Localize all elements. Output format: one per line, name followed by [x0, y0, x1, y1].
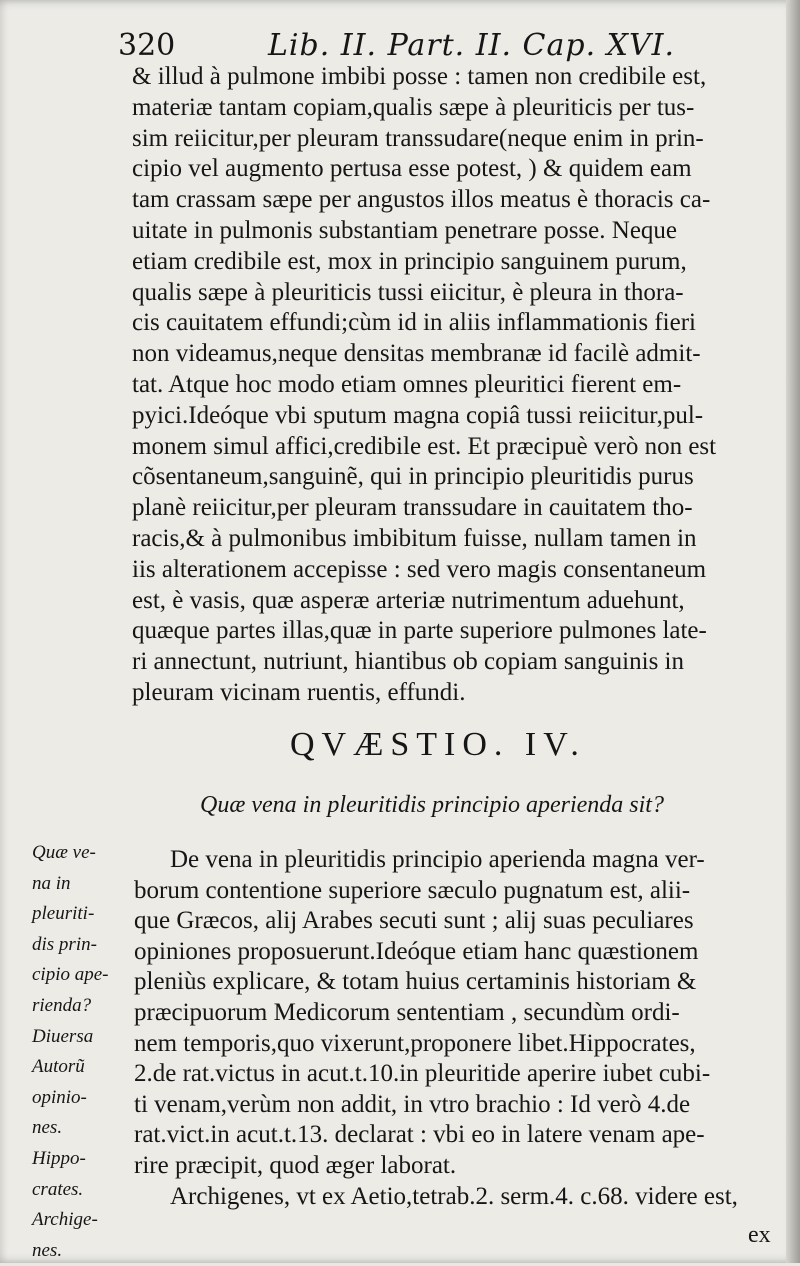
margin-note-line: pleuriti- — [32, 903, 95, 925]
text-line: Archigenes, vt ex Aetio,tetrab.2. serm.4. c.68. videre est, — [170, 1182, 738, 1210]
margin-note-line: Archige- — [32, 1209, 98, 1231]
text-line: cipio vel augmento pertusa esse potest, ) & quidem eam — [132, 155, 692, 183]
margin-note-line: crates. — [32, 1178, 84, 1200]
body-text-top — [132, 62, 764, 709]
question-subheading: Quæ vena in pleuritidis principio aperienda sit? — [200, 792, 664, 818]
margin-note-line: nes. — [32, 1239, 63, 1261]
running-title: Lib. II. Part. II. Cap. XVI. — [268, 28, 676, 63]
text-line: etiam credibile est, mox in principio sanguinem purum, — [132, 247, 687, 275]
text-line: pleuram vicinam ruentis, effundi. — [132, 678, 466, 706]
text-line: nem temporis,quo vixerunt,proponere libet.Hippocrates, — [134, 1029, 696, 1057]
margin-note-line: Autorũ — [32, 1056, 85, 1078]
margin-note-line: Diuersa — [32, 1025, 94, 1047]
margin-note-line: rienda? — [32, 994, 92, 1016]
text-line: non videamus,neque densitas membranæ id facilè admit- — [132, 340, 701, 368]
margin-note-line: opinio- — [32, 1086, 87, 1108]
text-line: cõsentaneum,sanguinẽ, qui in principio pleuritidis purus — [132, 463, 694, 491]
margin-note-line: dis prin- — [32, 933, 97, 955]
question-heading: QVÆSTIO. IV. — [290, 726, 586, 763]
text-line: planè reiicitur,per pleuram transsudare in cauitatem tho- — [132, 494, 693, 522]
text-line: opiniones proposuerunt.Ideóque etiam hanc quæstionem — [134, 937, 699, 965]
text-line: que Græcos, alij Arabes secuti sunt ; alij suas peculiares — [134, 907, 694, 935]
margin-note-line: Hippo- — [32, 1147, 86, 1169]
text-line: quæque partes illas,quæ in parte superiore pulmones late- — [132, 617, 707, 645]
text-line: præcipuorum Medicorum sententiam , secundùm ordi- — [134, 998, 680, 1026]
text-line: & illud à pulmone imbibi posse : tamen non credibile est, — [132, 63, 707, 90]
page-edge-shadow — [786, 0, 800, 1263]
text-line: rat.vict.in acut.t.13. declarat : vbi eo in latere venam ape- — [134, 1121, 705, 1149]
catchword: ex — [748, 1222, 771, 1248]
text-line: iis alterationem accepisse : sed vero magis consentaneum — [132, 555, 707, 583]
text-line: materiæ tantam copiam,qualis sæpe à pleuriticis per tus- — [132, 93, 695, 121]
margin-note-line: cipio ape- — [32, 964, 109, 986]
text-line: monem simul affici,credibile est. Et præcipuè verò non est — [132, 432, 717, 460]
text-line: uitate in pulmonis substantiam penetrare posse. Neque — [132, 216, 678, 244]
text-line: tam crassam sæpe per angustos illos meatus è thoracis ca- — [132, 186, 711, 214]
margin-note-line: Quæ ve- — [32, 842, 96, 863]
text-line: 2.de rat.victus in acut.t.10.in pleuritide aperire iubet cubi- — [134, 1060, 711, 1088]
body-text-bottom — [134, 845, 769, 1212]
text-line: ti venam,verùm non addit, in vtro brachio : Id verò 4.de — [134, 1090, 691, 1118]
margin-notes — [32, 838, 132, 1266]
text-line: pleniùs explicare, & totam huius certaminis historiam & — [134, 968, 697, 996]
text-line: sim reiicitur,per pleuram transsudare(neque enim in prin- — [132, 124, 704, 152]
text-line: rire præcipit, quod æger laborat. — [134, 1151, 457, 1179]
margin-note-line: nes. — [32, 1117, 63, 1139]
text-line: racis,& à pulmonibus imbibitum fuisse, nullam tamen in — [132, 524, 697, 552]
text-line: est, è vasis, quæ asperæ arteriæ nutrimentum aduehunt, — [132, 586, 685, 614]
page-number: 320 — [118, 28, 176, 63]
text-line: cis cauitatem effundi;cùm id in aliis inflammationis fieri — [132, 309, 696, 337]
text-line: borum contentione superiore sæculo pugnatum est, alii- — [134, 876, 691, 904]
text-line: pyici.Ideóque vbi sputum magna copiâ tussi reiicitur,pul- — [132, 401, 704, 429]
text-line: ri annectunt, nutriunt, hiantibus ob copiam sanguinis in — [132, 648, 685, 676]
margin-note-line: na in — [32, 872, 71, 894]
text-line: De vena in pleuritidis principio aperienda magna ver- — [170, 846, 705, 873]
text-line: qualis sæpe à pleuriticis tussi eiicitur, è pleura in thora- — [132, 278, 684, 306]
text-line: tat. Atque hoc modo etiam omnes pleuritici fierent em- — [132, 370, 682, 398]
